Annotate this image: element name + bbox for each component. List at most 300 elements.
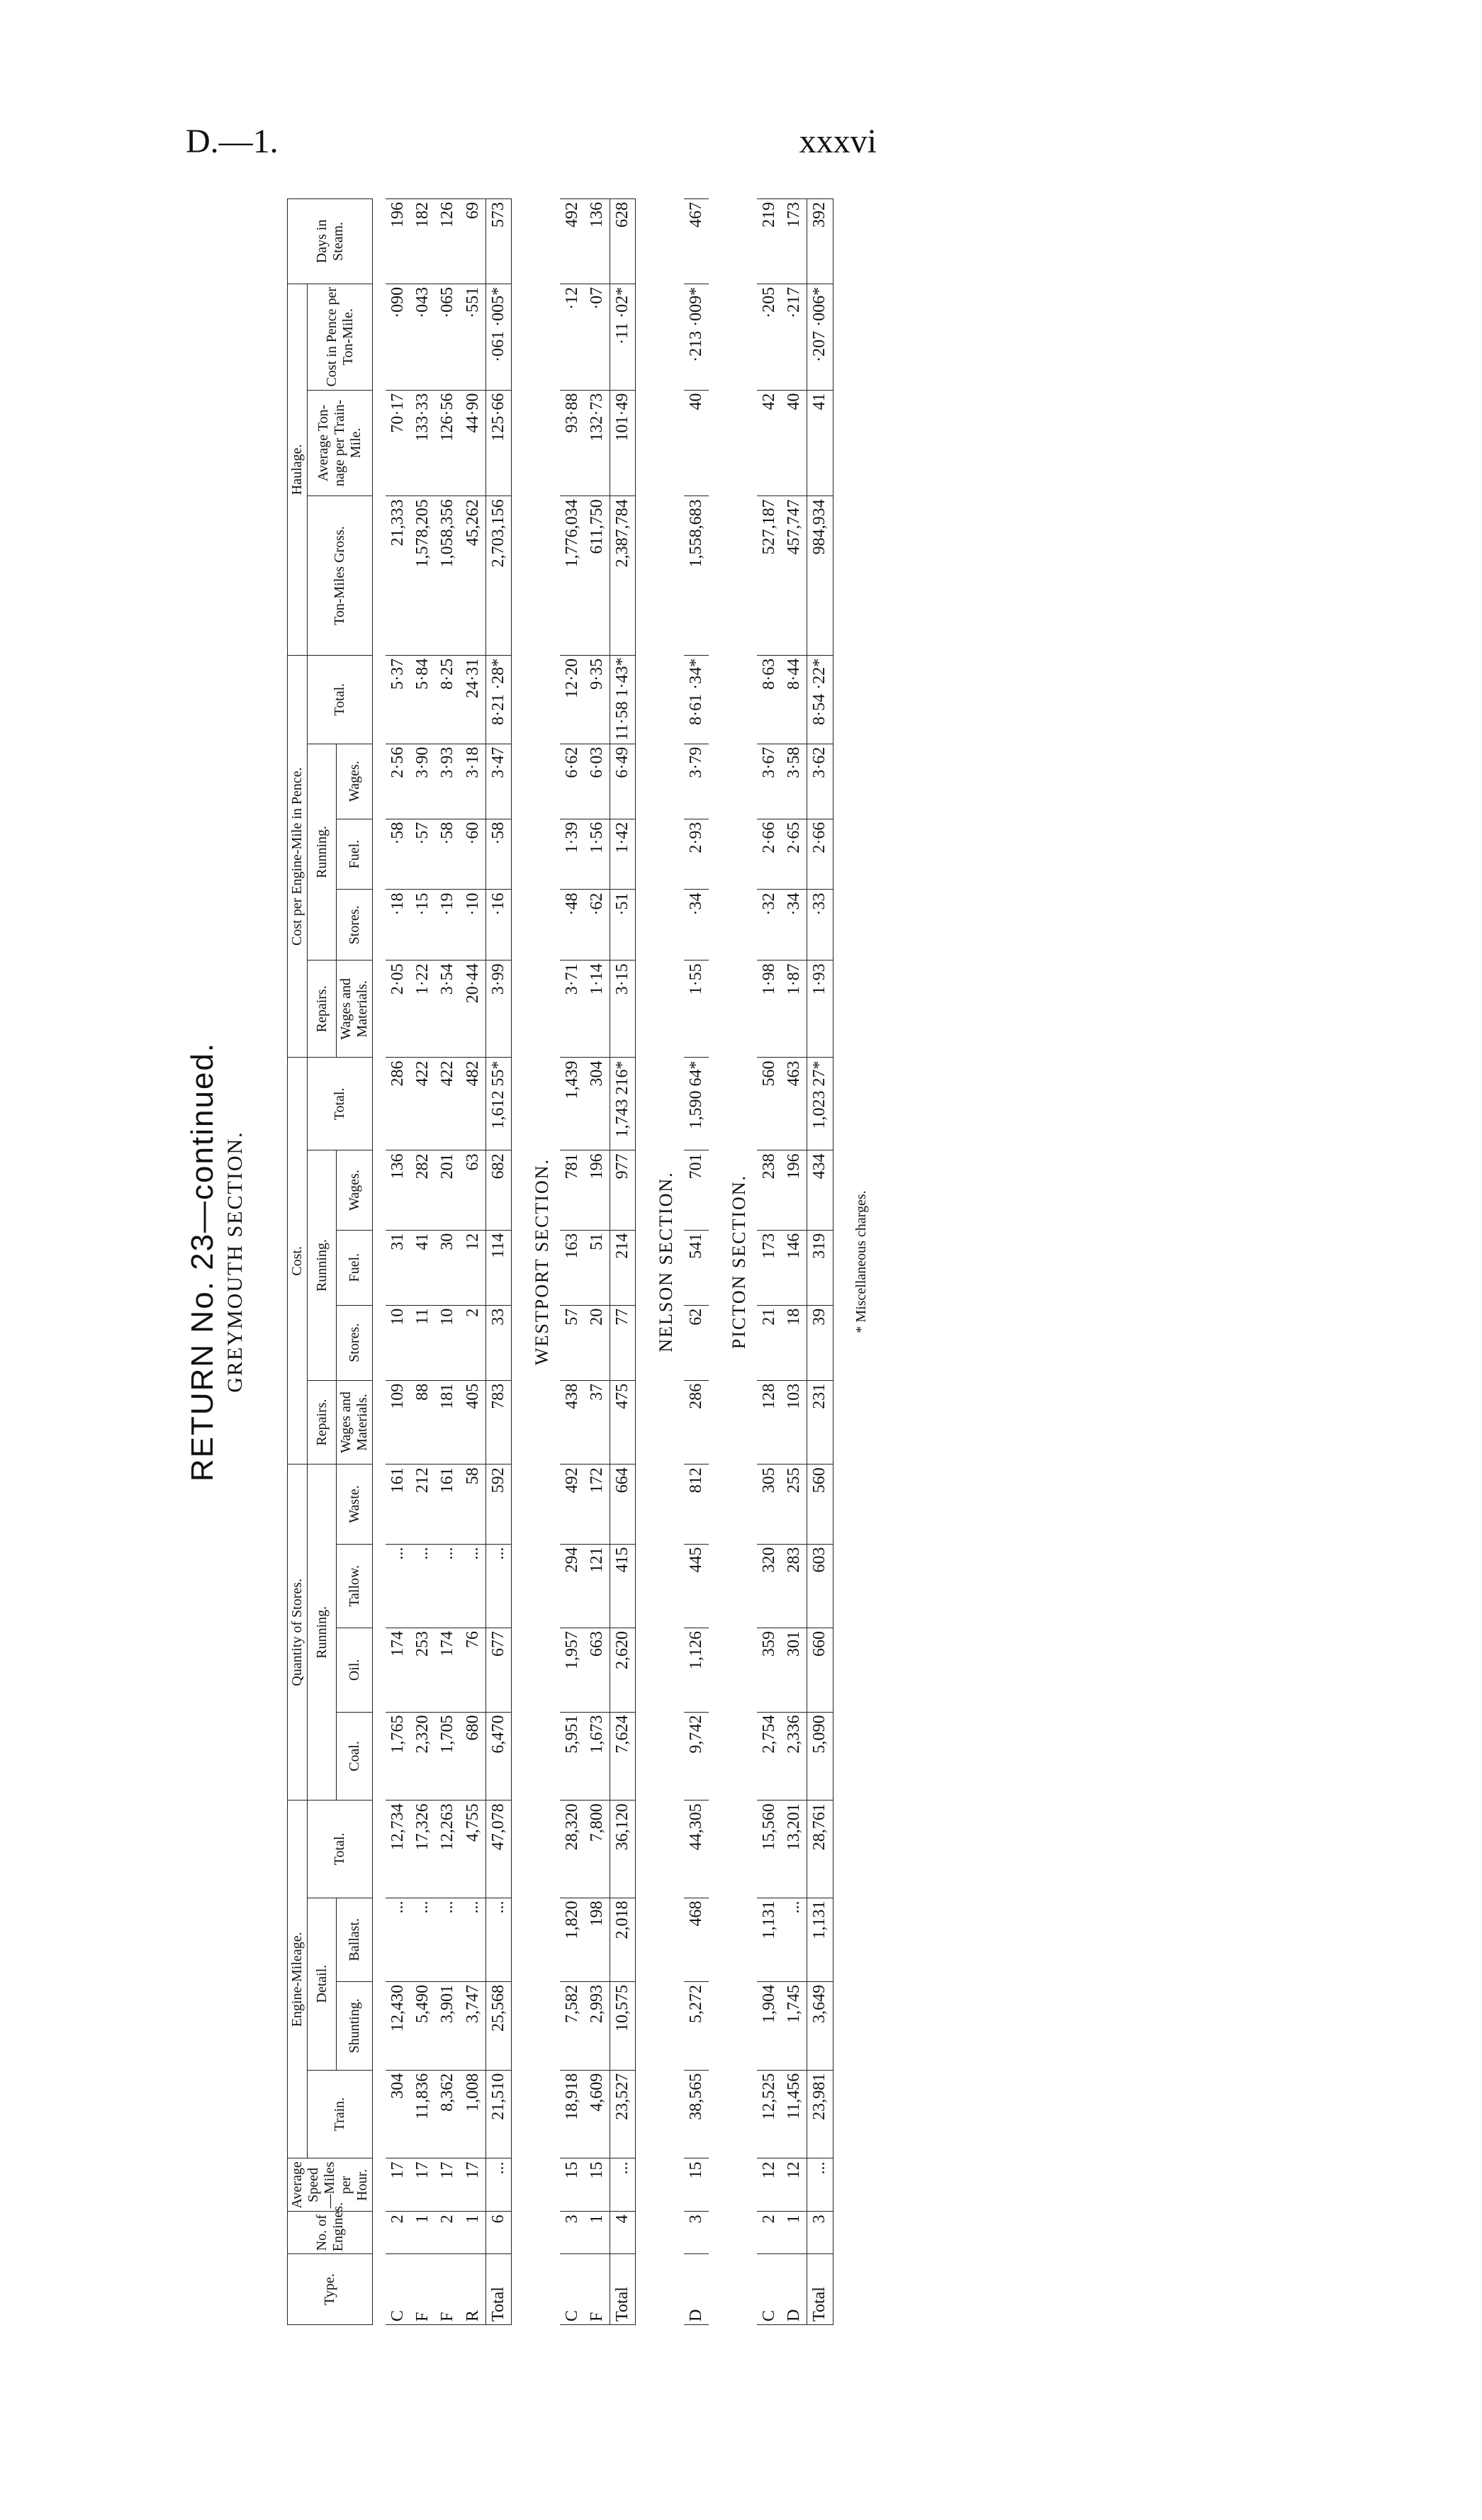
- table-cell: 125·66: [485, 390, 511, 496]
- table-cell: 58: [461, 1465, 486, 1544]
- table-cell: ·60: [461, 819, 486, 890]
- table-cell: 977: [610, 1150, 636, 1230]
- table-cell: 5,490: [410, 1982, 435, 2071]
- table-cell: 17: [386, 2158, 410, 2212]
- table-body: [373, 199, 846, 2325]
- table-cell: 3: [807, 2212, 833, 2254]
- table-cell: ...: [807, 2158, 833, 2212]
- table-cell: 3,747: [461, 1982, 486, 2071]
- table-cell: ...: [461, 1544, 486, 1628]
- table-cell: ·10: [461, 890, 486, 961]
- table-cell: D: [782, 2254, 807, 2325]
- table-cell: 103: [782, 1380, 807, 1465]
- header-cost-repairs: Repairs.: [308, 1380, 337, 1465]
- table-cell: 5,272: [684, 1982, 709, 2071]
- table-cell: ...: [435, 1544, 460, 1628]
- section-heading: PICTON SECTION.: [729, 1174, 750, 1350]
- table-cell: 320: [757, 1544, 782, 1628]
- table-cell: 219: [757, 199, 782, 284]
- table-cell: C: [560, 2254, 585, 2325]
- header-cost-per-engine-mile: Cost per Engine-Mile in Pence.: [288, 655, 308, 1058]
- table-row: [410, 199, 435, 2325]
- table-cell: 23,527: [610, 2070, 636, 2158]
- header-engines: No. of Engines.: [288, 2212, 373, 2254]
- table-cell: 1: [410, 2212, 435, 2254]
- table-cell: 1,008: [461, 2070, 486, 2158]
- table-cell: 3·54: [435, 961, 460, 1058]
- table-cell: 2,320: [410, 1712, 435, 1801]
- table-cell: 12: [782, 2158, 807, 2212]
- table-cell: 62: [684, 1305, 709, 1380]
- table-cell: 3·62: [807, 744, 833, 819]
- table-cell: ·07: [585, 284, 610, 390]
- table-cell: 51: [585, 1230, 610, 1305]
- table-cell: ·34: [684, 890, 709, 961]
- table-cell: 1·22: [410, 961, 435, 1058]
- table-cell: 12: [461, 1230, 486, 1305]
- table-cell: F: [585, 2254, 610, 2325]
- table-cell: 57: [560, 1305, 585, 1380]
- header-cost: Cost.: [288, 1058, 308, 1465]
- table-cell: 2,387,784: [610, 496, 636, 656]
- table-cell: 8·61 ·34*: [684, 655, 709, 744]
- table-cell: 21,333: [386, 496, 410, 656]
- total-row: [485, 199, 511, 2325]
- table-cell: 196: [585, 1150, 610, 1230]
- table-cell: 17,326: [410, 1801, 435, 1898]
- table-cell: 17: [461, 2158, 486, 2212]
- header-cost-wages: Wages.: [337, 1150, 373, 1230]
- table-cell: 2: [757, 2212, 782, 2254]
- table-cell: ...: [435, 1898, 460, 1982]
- header-detail: Detail.: [308, 1898, 337, 2070]
- table-cell: 1,765: [386, 1712, 410, 1801]
- table-cell: 422: [410, 1058, 435, 1150]
- table-cell: 18,918: [560, 2070, 585, 2158]
- section-heading: NELSON SECTION.: [656, 1171, 677, 1353]
- table-cell: 783: [485, 1380, 511, 1465]
- table-cell: 984,934: [807, 496, 833, 656]
- table-cell: 1: [782, 2212, 807, 2254]
- table-row: [684, 199, 709, 2325]
- table-cell: ·48: [560, 890, 585, 961]
- header-cost-wages-materials: Wages and Materials.: [337, 1380, 373, 1465]
- table-cell: 1·39: [560, 819, 585, 890]
- table-cell: ·043: [410, 284, 435, 390]
- header-quantity-of-stores: Quantity of Stores.: [288, 1465, 308, 1801]
- table-cell: 1: [585, 2212, 610, 2254]
- header-engine-mileage: Engine-Mileage.: [288, 1801, 308, 2158]
- table-cell: 294: [560, 1544, 585, 1628]
- table-cell: 3: [560, 2212, 585, 2254]
- table-cell: 136: [386, 1150, 410, 1230]
- table-cell: 3·93: [435, 744, 460, 819]
- table-cell: 3: [684, 2212, 709, 2254]
- table-cell: 39: [807, 1305, 833, 1380]
- table-cell: 70·17: [386, 390, 410, 496]
- table-cell: 592: [485, 1465, 511, 1544]
- header-waste: Waste.: [337, 1465, 373, 1544]
- table-cell: 2,993: [585, 1982, 610, 2071]
- table-cell: 1·42: [610, 819, 636, 890]
- table-cell: 128: [757, 1380, 782, 1465]
- table-cell: 1,023 27*: [807, 1058, 833, 1150]
- header-cpm-wages-materials: Wages and Materials.: [337, 961, 373, 1058]
- table-cell: 8·54 ·22*: [807, 655, 833, 744]
- table-cell: C: [757, 2254, 782, 2325]
- table-cell: 6·49: [610, 744, 636, 819]
- table-cell: ·15: [410, 890, 435, 961]
- return-title: RETURN No. 23—continued.: [185, 1041, 220, 1482]
- table-cell: 17: [410, 2158, 435, 2212]
- table-cell: 664: [610, 1465, 636, 1544]
- table-cell: ·62: [585, 890, 610, 961]
- table-cell: 5·37: [386, 655, 410, 744]
- table-titles: [181, 198, 287, 2325]
- table-cell: 38,565: [684, 2070, 709, 2158]
- table-cell: 9,742: [684, 1712, 709, 1801]
- table-cell: F: [435, 2254, 460, 2325]
- table-cell: ·061 ·005*: [485, 284, 511, 390]
- table-cell: ·34: [782, 890, 807, 961]
- table-cell: ...: [485, 1544, 511, 1628]
- header-cpm-total: Total.: [308, 655, 373, 744]
- table-cell: 63: [461, 1150, 486, 1230]
- table-cell: 422: [435, 1058, 460, 1150]
- table-cell: 31: [386, 1230, 410, 1305]
- table-cell: 3,901: [435, 1982, 460, 2071]
- table-cell: ·57: [410, 819, 435, 890]
- section-title: GREYMOUTH SECTION.: [223, 1131, 247, 1393]
- table-cell: 1,776,034: [560, 496, 585, 656]
- table-cell: 44·90: [461, 390, 486, 496]
- table-cell: 255: [782, 1465, 807, 1544]
- header-ton-miles: Ton-Miles Gross.: [308, 496, 373, 656]
- table-cell: 231: [807, 1380, 833, 1465]
- table-cell: 201: [435, 1150, 460, 1230]
- table-cell: 5·84: [410, 655, 435, 744]
- table-cell: 2,703,156: [485, 496, 511, 656]
- table-row: [757, 199, 782, 2325]
- table-cell: D: [684, 2254, 709, 2325]
- table-row: [461, 199, 486, 2325]
- table-cell: 11·58 1·43*: [610, 655, 636, 744]
- table-cell: 1,743 216*: [610, 1058, 636, 1150]
- table-cell: 1,058,356: [435, 496, 460, 656]
- table-row: [782, 199, 807, 2325]
- table-cell: 33: [485, 1305, 511, 1380]
- table-cell: ·18: [386, 890, 410, 961]
- table-cell: 301: [782, 1628, 807, 1713]
- table-cell: 1·98: [757, 961, 782, 1058]
- table-cell: 1,126: [684, 1628, 709, 1713]
- table-cell: 1·56: [585, 819, 610, 890]
- table-cell: 1,745: [782, 1982, 807, 2071]
- table-cell: 701: [684, 1150, 709, 1230]
- table-cell: 136: [585, 199, 610, 284]
- table-cell: 2,336: [782, 1712, 807, 1801]
- table-cell: 8·63: [757, 655, 782, 744]
- table-cell: 20: [585, 1305, 610, 1380]
- header-mileage-total: Total.: [308, 1801, 373, 1898]
- table-cell: 6·62: [560, 744, 585, 819]
- header-type: Type.: [288, 2254, 373, 2325]
- table-cell: 2·05: [386, 961, 410, 1058]
- table-cell: 5,090: [807, 1712, 833, 1801]
- table-cell: 2: [386, 2212, 410, 2254]
- table-cell: ...: [782, 1898, 807, 1982]
- table-cell: ...: [410, 1544, 435, 1628]
- table-cell: 3·71: [560, 961, 585, 1058]
- table-cell: 319: [807, 1230, 833, 1305]
- table-cell: 10: [435, 1305, 460, 1380]
- table-cell: 101·49: [610, 390, 636, 496]
- table-cell: 1·55: [684, 961, 709, 1058]
- table-cell: 69: [461, 199, 486, 284]
- table-cell: 438: [560, 1380, 585, 1465]
- table-cell: ·19: [435, 890, 460, 961]
- header-cpm-wages: Wages.: [337, 744, 373, 819]
- table-cell: 76: [461, 1628, 486, 1713]
- table-cell: 161: [386, 1465, 410, 1544]
- table-cell: 1,131: [807, 1898, 833, 1982]
- table-cell: 212: [410, 1465, 435, 1544]
- table-cell: 41: [807, 390, 833, 496]
- table-row: [435, 199, 460, 2325]
- header-days-in-steam: Days in Steam.: [288, 199, 373, 284]
- table-cell: 4,609: [585, 2070, 610, 2158]
- total-row: [807, 199, 833, 2325]
- header-haulage: Haulage.: [288, 284, 308, 655]
- table-cell: 286: [684, 1380, 709, 1465]
- table-cell: 21: [757, 1305, 782, 1380]
- table-cell: 304: [585, 1058, 610, 1150]
- table-cell: 114: [485, 1230, 511, 1305]
- table-cell: 20·44: [461, 961, 486, 1058]
- table-cell: 161: [435, 1465, 460, 1544]
- table-cell: 1,820: [560, 1898, 585, 1982]
- table-cell: 392: [807, 199, 833, 284]
- table-cell: 8,362: [435, 2070, 460, 2158]
- table-cell: 15,560: [757, 1801, 782, 1898]
- table-cell: 12,525: [757, 2070, 782, 2158]
- table-cell: 305: [757, 1465, 782, 1544]
- table-cell: 415: [610, 1544, 636, 1628]
- table-cell: 527,187: [757, 496, 782, 656]
- table-row: [560, 199, 585, 2325]
- table-cell: 7,582: [560, 1982, 585, 2071]
- table-cell: 133·33: [410, 390, 435, 496]
- table-cell: 253: [410, 1628, 435, 1713]
- table-cell: 3,649: [807, 1982, 833, 2071]
- table-cell: 2·65: [782, 819, 807, 890]
- header-speed: Average Speed—Miles per Hour.: [288, 2158, 373, 2212]
- table-cell: 682: [485, 1150, 511, 1230]
- table-cell: ...: [386, 1898, 410, 1982]
- table-cell: 18: [782, 1305, 807, 1380]
- table-cell: ·51: [610, 890, 636, 961]
- table-cell: 282: [410, 1150, 435, 1230]
- table-cell: 6,470: [485, 1712, 511, 1801]
- table-cell: 10,575: [610, 1982, 636, 2071]
- table-cell: ...: [410, 1898, 435, 1982]
- table-cell: 434: [807, 1150, 833, 1230]
- table-cell: 2·56: [386, 744, 410, 819]
- table-cell: 174: [386, 1628, 410, 1713]
- table-cell: 40: [684, 390, 709, 496]
- table-cell: ·58: [435, 819, 460, 890]
- table-cell: ·11 ·02*: [610, 284, 636, 390]
- header-cpm-repairs: Repairs.: [308, 961, 337, 1058]
- table-cell: ·213 ·009*: [684, 284, 709, 390]
- table-cell: ·12: [560, 284, 585, 390]
- table-cell: 2,620: [610, 1628, 636, 1713]
- header-stores-running: Running.: [308, 1465, 337, 1801]
- table-cell: 11,836: [410, 2070, 435, 2158]
- table-cell: 492: [560, 1465, 585, 1544]
- table-cell: F: [410, 2254, 435, 2325]
- header-train: Train.: [308, 2070, 373, 2158]
- table-cell: 173: [757, 1230, 782, 1305]
- table-cell: ·58: [386, 819, 410, 890]
- table-cell: 126·56: [435, 390, 460, 496]
- table-cell: 30: [435, 1230, 460, 1305]
- table-cell: 44,305: [684, 1801, 709, 1898]
- table-cell: 560: [757, 1058, 782, 1150]
- table-row: [585, 199, 610, 2325]
- table-cell: ...: [386, 1544, 410, 1628]
- footnote: * Miscellaneous charges.: [853, 1190, 869, 1333]
- table-cell: 781: [560, 1150, 585, 1230]
- table-cell: 25,568: [485, 1982, 511, 2071]
- table-cell: 660: [807, 1628, 833, 1713]
- header-cpm-fuel: Fuel.: [337, 819, 373, 890]
- table-cell: 7,624: [610, 1712, 636, 1801]
- header-shunting: Shunting.: [337, 1982, 373, 2071]
- table-cell: 541: [684, 1230, 709, 1305]
- table-cell: 1,904: [757, 1982, 782, 2071]
- table-cell: Total: [485, 2254, 511, 2325]
- header-cost-total: Total.: [308, 1058, 373, 1150]
- page-number: xxxvi: [799, 123, 877, 160]
- table-cell: 3·99: [485, 961, 511, 1058]
- table-cell: ...: [610, 2158, 636, 2212]
- table-cell: 8·21 ·28*: [485, 655, 511, 744]
- table-cell: 1,612 55*: [485, 1058, 511, 1150]
- table-cell: 196: [386, 199, 410, 284]
- table-cell: 6: [485, 2212, 511, 2254]
- table-cell: 3·67: [757, 744, 782, 819]
- table-cell: 146: [782, 1230, 807, 1305]
- table-cell: ·551: [461, 284, 486, 390]
- header-cost-running: Running.: [308, 1150, 337, 1380]
- table-cell: 482: [461, 1058, 486, 1150]
- table-cell: 28,320: [560, 1801, 585, 1898]
- table-cell: 2·93: [684, 819, 709, 890]
- table-cell: ·58: [485, 819, 511, 890]
- table-cell: 12,430: [386, 1982, 410, 2071]
- table-cell: 467: [684, 199, 709, 284]
- table-cell: 93·88: [560, 390, 585, 496]
- table-cell: 24·31: [461, 655, 486, 744]
- table-cell: 15: [585, 2158, 610, 2212]
- table-cell: 17: [435, 2158, 460, 2212]
- table-cell: 238: [757, 1150, 782, 1230]
- table-cell: 15: [560, 2158, 585, 2212]
- table-cell: 8·44: [782, 655, 807, 744]
- table-cell: 3·90: [410, 744, 435, 819]
- total-row: [610, 199, 636, 2325]
- table-cell: 109: [386, 1380, 410, 1465]
- table-cell: 405: [461, 1380, 486, 1465]
- table-cell: 9·35: [585, 655, 610, 744]
- table-cell: 42: [757, 390, 782, 496]
- table-cell: 3·47: [485, 744, 511, 819]
- header-cost-fuel: Fuel.: [337, 1230, 373, 1305]
- table-cell: 173: [782, 199, 807, 284]
- table-cell: 77: [610, 1305, 636, 1380]
- header-cpm-stores: Stores.: [337, 890, 373, 961]
- table-cell: 603: [807, 1544, 833, 1628]
- table-cell: 3·18: [461, 744, 486, 819]
- table-cell: 1·93: [807, 961, 833, 1058]
- table-cell: 12: [757, 2158, 782, 2212]
- table-cell: 677: [485, 1628, 511, 1713]
- table-cell: 174: [435, 1628, 460, 1713]
- table-row: [386, 199, 410, 2325]
- table-cell: 37: [585, 1380, 610, 1465]
- table-cell: 2: [435, 2212, 460, 2254]
- table-cell: 41: [410, 1230, 435, 1305]
- table-cell: 2,018: [610, 1898, 636, 1982]
- table-cell: 12·20: [560, 655, 585, 744]
- header-average-tonnage: Average Ton-nage per Train-Mile.: [308, 390, 373, 496]
- table-cell: 1,705: [435, 1712, 460, 1801]
- table-cell: 198: [585, 1898, 610, 1982]
- table-cell: 475: [610, 1380, 636, 1465]
- table-cell: 1,131: [757, 1898, 782, 1982]
- table-cell: 12,734: [386, 1801, 410, 1898]
- table-cell: 680: [461, 1712, 486, 1801]
- header-ballast: Ballast.: [337, 1898, 373, 1982]
- header-coal: Coal.: [337, 1712, 373, 1801]
- table-cell: 445: [684, 1544, 709, 1628]
- table-cell: 1,590 64*: [684, 1058, 709, 1150]
- table-cell: Total: [610, 2254, 636, 2325]
- table-cell: 611,750: [585, 496, 610, 656]
- rotated-table-block: [181, 198, 1187, 2325]
- table-cell: 45,262: [461, 496, 486, 656]
- table-cell: ·32: [757, 890, 782, 961]
- table-cell: 214: [610, 1230, 636, 1305]
- table-cell: 47,078: [485, 1801, 511, 1898]
- table-cell: 10: [386, 1305, 410, 1380]
- table-cell: 2,754: [757, 1712, 782, 1801]
- table-cell: 468: [684, 1898, 709, 1982]
- section-heading: WESTPORT SECTION.: [531, 1158, 552, 1365]
- table-cell: Total: [807, 2254, 833, 2325]
- header-tallow: Tallow.: [337, 1544, 373, 1628]
- table-cell: 182: [410, 199, 435, 284]
- table-cell: 12,263: [435, 1801, 460, 1898]
- table-cell: 1,578,205: [410, 496, 435, 656]
- table-cell: 8·25: [435, 655, 460, 744]
- table-cell: 132·73: [585, 390, 610, 496]
- table-cell: 3·58: [782, 744, 807, 819]
- table-cell: 172: [585, 1465, 610, 1544]
- table-cell: ·090: [386, 284, 410, 390]
- table-cell: 163: [560, 1230, 585, 1305]
